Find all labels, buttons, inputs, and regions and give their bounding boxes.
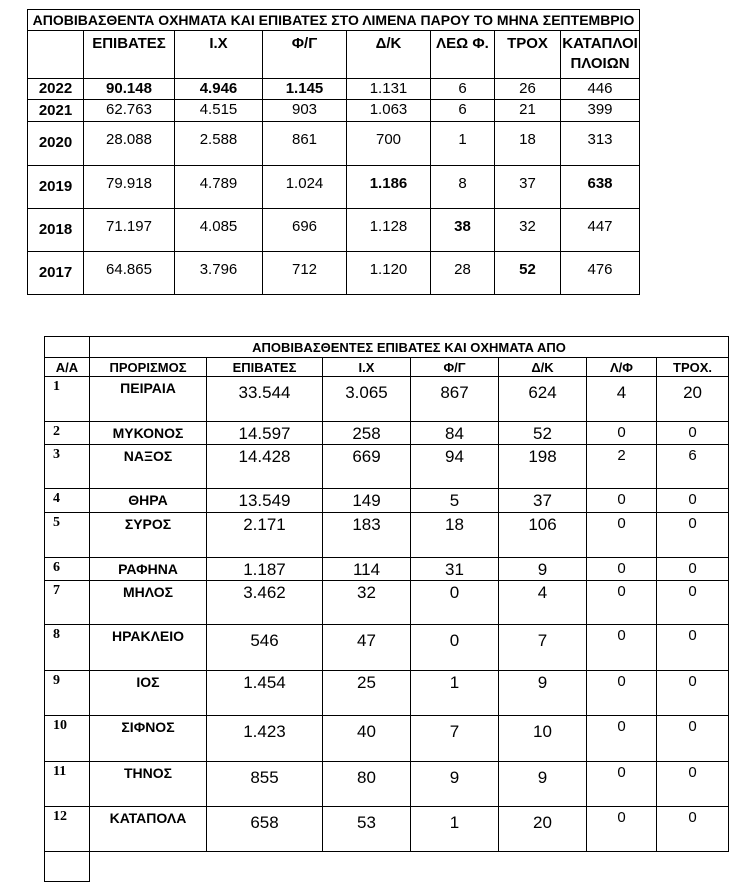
table2-header-index: Α/Α xyxy=(45,358,90,377)
value-cell: 32 xyxy=(495,209,561,252)
table1-header-empty xyxy=(28,31,84,79)
destination-cell: ΝΑΞΟΣ xyxy=(90,445,207,489)
value-cell: 0 xyxy=(587,581,657,625)
table2-header-trailers: ΤΡΟΧ. xyxy=(657,358,729,377)
value-cell: 183 xyxy=(323,513,411,558)
value-cell: 62.763 xyxy=(84,100,175,122)
value-cell: 1 xyxy=(431,122,495,166)
table1-header-ship-arrivals: ΚΑΤΑΠΛΟΙ ΠΛΟΙΩΝ xyxy=(561,31,640,79)
value-cell: 9 xyxy=(499,671,587,716)
index-cell: 9 xyxy=(45,671,90,716)
value-cell: 0 xyxy=(657,513,729,558)
value-cell: 1.187 xyxy=(207,558,323,581)
value-cell: 1.145 xyxy=(263,79,347,100)
destination-cell: ΤΗΝΟΣ xyxy=(90,762,207,807)
table-row xyxy=(45,558,729,581)
value-cell: 446 xyxy=(561,79,640,100)
table1-header-buses: ΛΕΩ Φ. xyxy=(431,31,495,79)
value-cell: 658 xyxy=(207,807,323,852)
year-cell: 2019 xyxy=(28,166,84,209)
table-row xyxy=(28,79,640,100)
table2-header-buses: Λ/Φ xyxy=(587,358,657,377)
table-row xyxy=(28,166,640,209)
value-cell: 4.085 xyxy=(175,209,263,252)
table1-header-trailers: ΤΡΟΧ xyxy=(495,31,561,79)
value-cell: 0 xyxy=(411,581,499,625)
value-cell: 1.131 xyxy=(347,79,431,100)
table-row xyxy=(28,122,640,166)
table-row xyxy=(45,377,729,422)
value-cell: 855 xyxy=(207,762,323,807)
value-cell: 2 xyxy=(587,445,657,489)
value-cell: 700 xyxy=(347,122,431,166)
value-cell: 0 xyxy=(657,671,729,716)
table2-header-passengers: ΕΠΙΒΑΤΕΣ xyxy=(207,358,323,377)
value-cell: 6 xyxy=(431,79,495,100)
value-cell: 0 xyxy=(657,716,729,762)
value-cell: 0 xyxy=(587,422,657,445)
table-row xyxy=(45,762,729,807)
value-cell: 3.462 xyxy=(207,581,323,625)
year-cell: 2020 xyxy=(28,122,84,166)
value-cell: 38 xyxy=(431,209,495,252)
value-cell: 1.120 xyxy=(347,252,431,295)
value-cell: 4.789 xyxy=(175,166,263,209)
value-cell: 106 xyxy=(499,513,587,558)
value-cell: 7 xyxy=(411,716,499,762)
value-cell: 1.128 xyxy=(347,209,431,252)
value-cell: 6 xyxy=(657,445,729,489)
empty-cell xyxy=(90,852,729,882)
value-cell: 313 xyxy=(561,122,640,166)
value-cell: 47 xyxy=(323,625,411,671)
index-cell: 4 xyxy=(45,489,90,513)
table2-header-row xyxy=(45,358,729,377)
value-cell: 13.549 xyxy=(207,489,323,513)
value-cell: 18 xyxy=(495,122,561,166)
destination-cell: ΜΥΚΟΝΟΣ xyxy=(90,422,207,445)
destination-cell: ΙΟΣ xyxy=(90,671,207,716)
index-cell: 1 xyxy=(45,377,90,422)
destination-arrivals-table xyxy=(44,336,729,882)
value-cell: 3.796 xyxy=(175,252,263,295)
table2-header-dk: Δ/Κ xyxy=(499,358,587,377)
table1-header-passengers: ΕΠΙΒΑΤΕΣ xyxy=(84,31,175,79)
value-cell: 4 xyxy=(499,581,587,625)
value-cell: 1 xyxy=(411,671,499,716)
table-row xyxy=(45,445,729,489)
value-cell: 14.428 xyxy=(207,445,323,489)
table-row xyxy=(28,209,640,252)
value-cell: 26 xyxy=(495,79,561,100)
table-row xyxy=(28,252,640,295)
value-cell: 20 xyxy=(499,807,587,852)
value-cell: 37 xyxy=(495,166,561,209)
value-cell: 0 xyxy=(587,762,657,807)
value-cell: 90.148 xyxy=(84,79,175,100)
value-cell: 4.515 xyxy=(175,100,263,122)
index-cell: 2 xyxy=(45,422,90,445)
table2-header-cars: Ι.Χ xyxy=(323,358,411,377)
value-cell: 9 xyxy=(499,762,587,807)
value-cell: 28 xyxy=(431,252,495,295)
value-cell: 1.024 xyxy=(263,166,347,209)
index-cell: 3 xyxy=(45,445,90,489)
table-row xyxy=(45,625,729,671)
table1-header-dk: Δ/Κ xyxy=(347,31,431,79)
value-cell: 0 xyxy=(587,807,657,852)
destination-cell: ΣΙΦΝΟΣ xyxy=(90,716,207,762)
year-cell: 2018 xyxy=(28,209,84,252)
value-cell: 28.088 xyxy=(84,122,175,166)
value-cell: 0 xyxy=(587,513,657,558)
value-cell: 40 xyxy=(323,716,411,762)
table-row xyxy=(45,489,729,513)
table-row xyxy=(45,852,729,882)
index-cell: 10 xyxy=(45,716,90,762)
table2-header-destination: ΠΡΟΡΙΣΜΟΣ xyxy=(90,358,207,377)
value-cell: 10 xyxy=(499,716,587,762)
destination-cell: ΚΑΤΑΠΟΛΑ xyxy=(90,807,207,852)
value-cell: 624 xyxy=(499,377,587,422)
destination-cell: ΡΑΦΗΝΑ xyxy=(90,558,207,581)
value-cell: 258 xyxy=(323,422,411,445)
table2-header-trucks: Φ/Γ xyxy=(411,358,499,377)
table-row xyxy=(45,671,729,716)
value-cell: 546 xyxy=(207,625,323,671)
value-cell: 2.588 xyxy=(175,122,263,166)
value-cell: 52 xyxy=(495,252,561,295)
value-cell: 52 xyxy=(499,422,587,445)
index-cell: 7 xyxy=(45,581,90,625)
table-row xyxy=(45,513,729,558)
value-cell: 79.918 xyxy=(84,166,175,209)
value-cell: 696 xyxy=(263,209,347,252)
value-cell: 2.171 xyxy=(207,513,323,558)
table-row xyxy=(45,581,729,625)
destination-cell: ΣΥΡΟΣ xyxy=(90,513,207,558)
value-cell: 6 xyxy=(431,100,495,122)
value-cell: 31 xyxy=(411,558,499,581)
value-cell: 0 xyxy=(587,716,657,762)
value-cell: 0 xyxy=(657,581,729,625)
destination-cell: ΜΗΛΟΣ xyxy=(90,581,207,625)
value-cell: 1.063 xyxy=(347,100,431,122)
value-cell: 0 xyxy=(587,558,657,581)
index-cell: 6 xyxy=(45,558,90,581)
value-cell: 149 xyxy=(323,489,411,513)
index-cell: 11 xyxy=(45,762,90,807)
value-cell: 0 xyxy=(657,625,729,671)
value-cell: 712 xyxy=(263,252,347,295)
value-cell: 18 xyxy=(411,513,499,558)
value-cell: 20 xyxy=(657,377,729,422)
table1-header-row xyxy=(28,31,640,79)
table-row xyxy=(45,716,729,762)
value-cell: 4 xyxy=(587,377,657,422)
destination-cell: ΗΡΑΚΛΕΙΟ xyxy=(90,625,207,671)
table-row xyxy=(45,422,729,445)
table-row xyxy=(45,807,729,852)
value-cell: 4.946 xyxy=(175,79,263,100)
value-cell: 867 xyxy=(411,377,499,422)
value-cell: 94 xyxy=(411,445,499,489)
value-cell: 1.186 xyxy=(347,166,431,209)
value-cell: 25 xyxy=(323,671,411,716)
table2-title: ΑΠΟΒΙΒΑΣΘΕΝΤΕΣ ΕΠΙΒΑΤΕΣ ΚΑΙ ΟΧΗΜΑΤΑ ΑΠΟ xyxy=(90,337,729,358)
destination-cell: ΘΗΡΑ xyxy=(90,489,207,513)
value-cell: 9 xyxy=(411,762,499,807)
value-cell: 9 xyxy=(499,558,587,581)
value-cell: 476 xyxy=(561,252,640,295)
index-cell: 12 xyxy=(45,807,90,852)
year-cell: 2022 xyxy=(28,79,84,100)
value-cell: 71.197 xyxy=(84,209,175,252)
value-cell: 447 xyxy=(561,209,640,252)
year-cell: 2017 xyxy=(28,252,84,295)
year-cell: 2021 xyxy=(28,100,84,122)
yearly-arrivals-table xyxy=(27,9,640,295)
value-cell: 7 xyxy=(499,625,587,671)
value-cell: 1 xyxy=(411,807,499,852)
value-cell: 21 xyxy=(495,100,561,122)
table1-header-trucks: Φ/Γ xyxy=(263,31,347,79)
value-cell: 8 xyxy=(431,166,495,209)
value-cell: 1.423 xyxy=(207,716,323,762)
destination-cell: ΠΕΙΡΑΙΑ xyxy=(90,377,207,422)
value-cell: 0 xyxy=(657,762,729,807)
value-cell: 1.454 xyxy=(207,671,323,716)
value-cell: 0 xyxy=(657,489,729,513)
value-cell: 0 xyxy=(411,625,499,671)
index-cell: 5 xyxy=(45,513,90,558)
value-cell: 638 xyxy=(561,166,640,209)
value-cell: 114 xyxy=(323,558,411,581)
empty-cell xyxy=(45,852,90,882)
value-cell: 33.544 xyxy=(207,377,323,422)
value-cell: 0 xyxy=(587,489,657,513)
value-cell: 80 xyxy=(323,762,411,807)
value-cell: 64.865 xyxy=(84,252,175,295)
value-cell: 0 xyxy=(657,558,729,581)
value-cell: 84 xyxy=(411,422,499,445)
value-cell: 0 xyxy=(657,807,729,852)
value-cell: 32 xyxy=(323,581,411,625)
value-cell: 861 xyxy=(263,122,347,166)
value-cell: 903 xyxy=(263,100,347,122)
table1-title: ΑΠΟΒΙΒΑΣΘΕΝΤΑ ΟΧΗΜΑΤΑ ΚΑΙ ΕΠΙΒΑΤΕΣ ΣΤΟ ΛΙΜΕΝΑ ΠΑΡΟΥ ΤΟ ΜΗΝΑ ΣΕΠΤΕΜΒΡΙΟ xyxy=(28,10,640,31)
value-cell: 0 xyxy=(587,625,657,671)
value-cell: 669 xyxy=(323,445,411,489)
value-cell: 14.597 xyxy=(207,422,323,445)
value-cell: 3.065 xyxy=(323,377,411,422)
value-cell: 5 xyxy=(411,489,499,513)
value-cell: 0 xyxy=(587,671,657,716)
table1-header-cars: Ι.Χ xyxy=(175,31,263,79)
table-row xyxy=(28,100,640,122)
value-cell: 37 xyxy=(499,489,587,513)
value-cell: 0 xyxy=(657,422,729,445)
value-cell: 198 xyxy=(499,445,587,489)
table2-title-spacer xyxy=(45,337,90,358)
index-cell: 8 xyxy=(45,625,90,671)
value-cell: 399 xyxy=(561,100,640,122)
value-cell: 53 xyxy=(323,807,411,852)
